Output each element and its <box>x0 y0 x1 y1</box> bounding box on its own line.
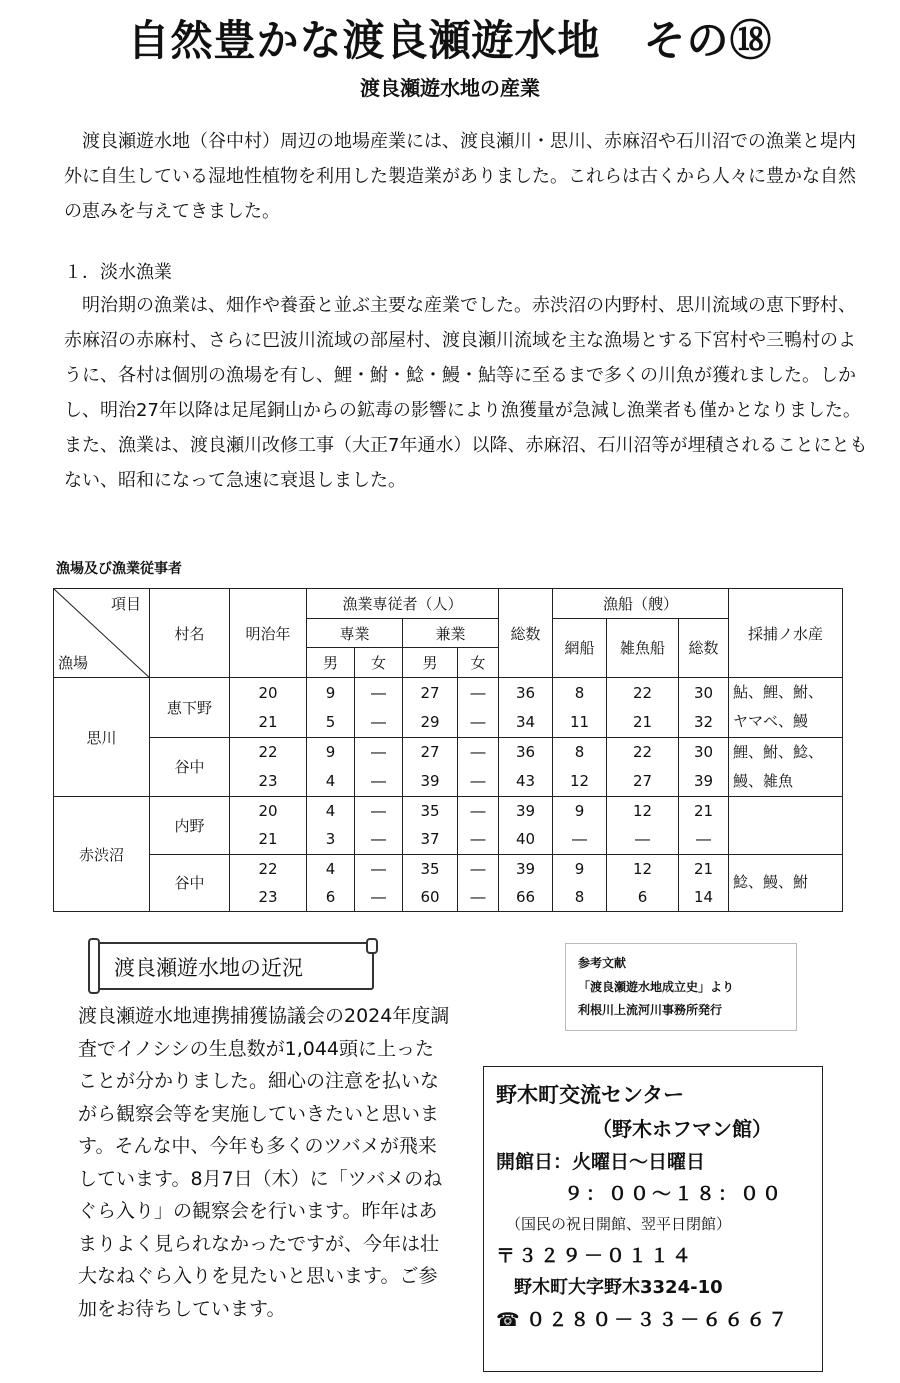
table-cell: ― <box>355 707 403 737</box>
phone-number: ０２８０－３３－６６６７ <box>526 1309 791 1331</box>
open-days: 開館日：火曜日～日曜日 <box>496 1151 706 1173</box>
table-cell: 39 <box>403 767 458 797</box>
cell-catch <box>729 797 843 854</box>
table-cell: 37 <box>403 825 458 854</box>
table-cell: 21 <box>230 825 307 854</box>
header-parttime: 兼業 <box>403 618 499 648</box>
table-cell: 6 <box>307 883 355 912</box>
table-cell: ― <box>458 797 499 826</box>
table-cell: 21 <box>679 854 729 883</box>
section-heading-freshwater-fishery: １．淡水漁業 <box>64 262 172 283</box>
table-cell: 39 <box>499 797 553 826</box>
header-parttime-male: 男 <box>403 648 458 678</box>
reference-publisher: 利根川上流河川事務所発行 <box>578 1003 723 1017</box>
phone-icon: ☎ <box>496 1309 520 1331</box>
table-cell: ― <box>458 883 499 912</box>
table-cell: 32 <box>679 707 729 737</box>
table-cell: 6 <box>607 883 679 912</box>
reference-label: 参考文献 <box>578 956 627 970</box>
news-title: 渡良瀬遊水地の近況 <box>114 956 303 980</box>
table-cell: 22 <box>230 737 307 767</box>
page-title: 自然豊かな渡良瀬遊水地 その⑱ <box>127 16 773 65</box>
open-hours: ９：００～１８：００ <box>564 1183 785 1205</box>
table-cell: 5 <box>307 707 355 737</box>
header-workers: 漁業専従者（人） <box>307 589 499 619</box>
table-row <box>54 737 843 767</box>
table-cell: 12 <box>553 767 607 797</box>
table-cell: 22 <box>607 678 679 708</box>
table-cell: 21 <box>230 707 307 737</box>
cell-fishery: 思川 <box>54 678 150 797</box>
cell-fishery: 赤渋沼 <box>54 797 150 912</box>
table-cell: ― <box>679 825 729 854</box>
cell-village: 谷中 <box>150 737 230 796</box>
page-subtitle: 渡良瀬遊水地の産業 <box>360 76 540 100</box>
table-cell: 40 <box>499 825 553 854</box>
header-net-boat: 網船 <box>553 618 607 677</box>
table-caption: 漁場及び漁業従事者 <box>56 561 182 577</box>
reference-source: 「渡良瀬遊水地成立史」より <box>578 980 735 994</box>
table-cell: 21 <box>679 797 729 826</box>
table-cell: 30 <box>679 737 729 767</box>
table-cell: 9 <box>553 854 607 883</box>
header-fulltime: 専業 <box>307 618 403 648</box>
intro-paragraph: 渡良瀬遊水地（谷中村）周辺の地場産業には、渡良瀬川・思川、赤麻沼や石川沼での漁業と堤内外に自生している湿地性植物を利用した製造業がありました。これらは古くから人々に豊かな自然の恵みを与えてきました。 <box>64 131 856 222</box>
header-diagonal-cell <box>54 589 150 678</box>
reference-box <box>565 943 797 1031</box>
header-fishery: 漁場 <box>58 654 89 673</box>
table-cell: ― <box>458 678 499 708</box>
table-cell: 27 <box>607 767 679 797</box>
news-body: 渡良瀬遊水地連携捕獲協議会の2024年度調査でイノシシの生息数が1,044頭に上ったことが分かりました。細心の注意を払いながら観察会等を実施していきたいと思います。そんな中、今年も多くのツバメが飛来しています。8月7日（木）に「ツバメのねぐら入り」の観察会を行います。昨年はあまりよく見られなかったですが、今年は壮大なねぐら入りを見たいと思います。ご参加をお待ちしています。 <box>78 1005 450 1320</box>
table-cell: ― <box>458 767 499 797</box>
address: 野木町大字野木3324-10 <box>514 1277 723 1298</box>
table-cell: 21 <box>607 707 679 737</box>
table-cell: 20 <box>230 797 307 826</box>
table-cell: 12 <box>607 797 679 826</box>
table-cell: ― <box>458 707 499 737</box>
table-cell: 39 <box>499 854 553 883</box>
table-cell: 27 <box>403 678 458 708</box>
table-cell: ― <box>458 825 499 854</box>
table-cell: ― <box>458 737 499 767</box>
phone-row <box>496 1305 790 1332</box>
table-cell: 23 <box>230 883 307 912</box>
table-cell: 27 <box>403 737 458 767</box>
info-box <box>483 1066 823 1372</box>
table-cell: 8 <box>553 737 607 767</box>
header-misc-boat: 雑魚船 <box>607 618 679 677</box>
header-item: 項目 <box>110 595 141 613</box>
header-fulltime-female: 女 <box>355 648 403 678</box>
table-cell: 4 <box>307 854 355 883</box>
center-alias: （野木ホフマン館） <box>592 1117 772 1141</box>
cell-village: 内野 <box>150 797 230 854</box>
table-cell: ― <box>355 678 403 708</box>
table-cell: 23 <box>230 767 307 797</box>
header-parttime-female: 女 <box>458 648 499 678</box>
table-cell: ― <box>458 854 499 883</box>
table-cell: 8 <box>553 678 607 708</box>
header-catch: 採捕ノ水産 <box>729 589 843 678</box>
table-cell: 9 <box>307 737 355 767</box>
header-village: 村名 <box>150 589 230 678</box>
cell-catch: 鯉、鮒、鯰、 鰻、雑魚 <box>729 737 843 796</box>
table-row <box>54 854 843 883</box>
table-cell: ― <box>355 854 403 883</box>
table-cell: ― <box>355 797 403 826</box>
table-cell: 4 <box>307 797 355 826</box>
table-cell: 36 <box>499 678 553 708</box>
table-cell: 29 <box>403 707 458 737</box>
table-cell: 3 <box>307 825 355 854</box>
table-cell: 4 <box>307 767 355 797</box>
header-workers-total: 総数 <box>499 589 553 678</box>
cell-catch: 鮎、鯉、鮒、 ヤマベ、鰻 <box>729 678 843 737</box>
fishery-table-body <box>54 678 843 912</box>
table-cell: ― <box>607 825 679 854</box>
table-cell: 60 <box>403 883 458 912</box>
table-cell: 35 <box>403 854 458 883</box>
news-title-box <box>92 942 374 990</box>
table-cell: ― <box>355 737 403 767</box>
table-cell: 22 <box>230 854 307 883</box>
section-body-freshwater-fishery: 明治期の漁業は、畑作や養蚕と並ぶ主要な産業でした。赤渋沼の内野村、思川流域の恵下野村、赤麻沼の赤麻村、さらに巴波川流域の部屋村、渡良瀬川流域を主な漁場とする下宮村や三鴨村のように、各村は個別の漁場を有し、鯉・鮒・鯰・鰻・鮎等に至るまで多くの川魚が獲れました。しかし、明治27年以降は足尾銅山からの鉱毒の影響により漁獲量が急減し漁業者も僅かとなりました。また、漁業は、渡良瀬川改修工事（大正7年通水）以降、赤麻沼、石川沼等が埋積されることにともない、昭和になって急速に衰退しました。 <box>64 295 868 491</box>
table-cell: 34 <box>499 707 553 737</box>
table-cell: 66 <box>499 883 553 912</box>
scroll-ornament-right <box>366 938 378 954</box>
holiday-note: （国民の祝日開館、翌平日閉館） <box>506 1215 732 1233</box>
table-cell: ― <box>355 825 403 854</box>
table-cell: 12 <box>607 854 679 883</box>
cell-village: 谷中 <box>150 854 230 911</box>
scroll-ornament-left <box>88 938 100 994</box>
table-cell: 36 <box>499 737 553 767</box>
table-cell: 20 <box>230 678 307 708</box>
header-boats-total: 総数 <box>679 618 729 677</box>
table-cell: 30 <box>679 678 729 708</box>
table-cell: ― <box>355 767 403 797</box>
header-fulltime-male: 男 <box>307 648 355 678</box>
table-cell: 9 <box>307 678 355 708</box>
table-row <box>54 797 843 826</box>
table-cell: 35 <box>403 797 458 826</box>
table-row <box>54 678 843 708</box>
fishery-table <box>53 588 843 912</box>
postal-code: 〒３２９－０１１４ <box>496 1245 695 1267</box>
header-boats: 漁船（艘） <box>553 589 729 619</box>
table-cell: 14 <box>679 883 729 912</box>
header-year: 明治年 <box>230 589 307 678</box>
table-cell: ― <box>553 825 607 854</box>
table-cell: 9 <box>553 797 607 826</box>
table-cell: 22 <box>607 737 679 767</box>
cell-catch: 鯰、鰻、鮒 <box>729 854 843 911</box>
center-name: 野木町交流センター <box>496 1083 685 1107</box>
table-cell: 39 <box>679 767 729 797</box>
table-cell: 11 <box>553 707 607 737</box>
table-cell: 8 <box>553 883 607 912</box>
cell-village: 恵下野 <box>150 678 230 737</box>
table-cell: 43 <box>499 767 553 797</box>
table-cell: ― <box>355 883 403 912</box>
